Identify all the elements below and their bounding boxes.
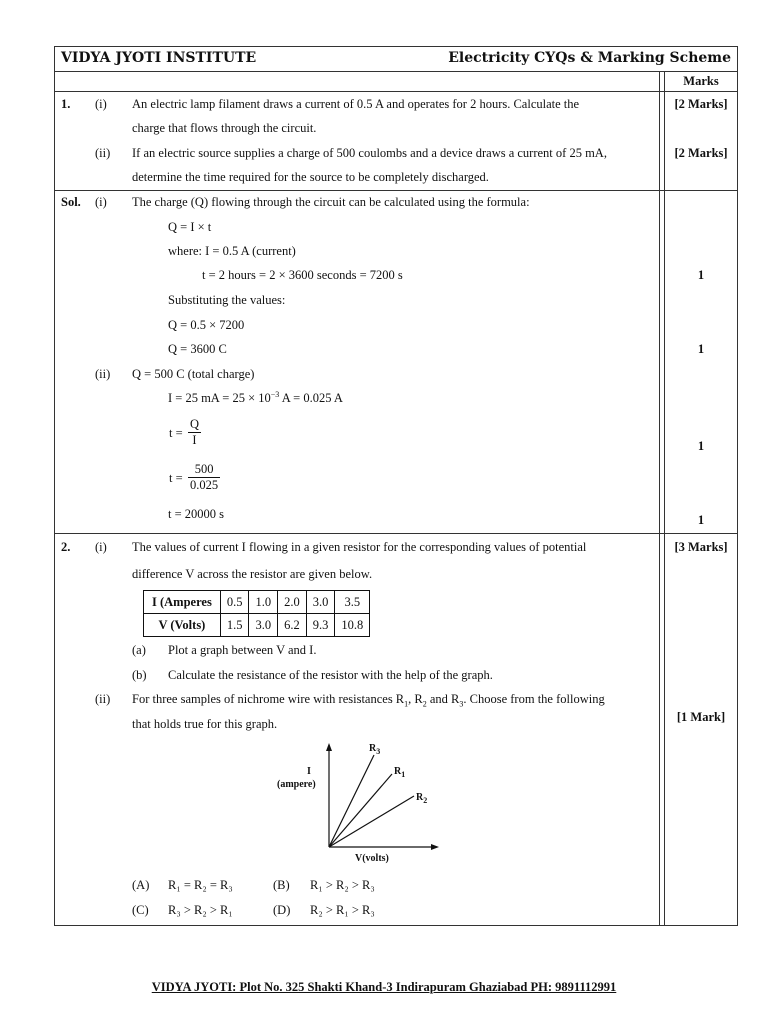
sol-line-10: t = 20000 s — [168, 507, 225, 521]
table-cell: 3.0 — [306, 591, 335, 614]
option-c-text: R₃ > R₂ > R₁ — [168, 903, 233, 917]
page-footer: VIDYA JYOTI: Plot No. 325 Shakti Khand-3 Indirapuram Ghaziabad PH: 9891112991 — [151, 980, 617, 994]
sol-line-1: The charge (Q) flowing through the circuit can be calculated using the formula: — [132, 195, 530, 209]
q1-i-text-1: An electric lamp filament draws a current of 0.5 A and operates for 2 hours. Calculate the — [132, 97, 580, 111]
sol-line-7: Q = 3600 C — [168, 342, 227, 356]
table-cell: 2.0 — [278, 591, 307, 614]
q2-b-label: (b) — [132, 668, 147, 682]
sol-line-3: where: I = 0.5 A (current) — [168, 244, 296, 258]
q2-a-label: (a) — [132, 643, 146, 657]
option-a-label: (A) — [132, 878, 150, 892]
sol-line-2: Q = I × t — [168, 220, 212, 234]
table-cell: 0.5 — [220, 591, 249, 614]
q1-i-text-2: charge that flows through the circuit. — [132, 121, 317, 135]
x-axis-arrow — [431, 844, 439, 850]
q2-i-marks: [3 Marks] — [674, 540, 728, 554]
formula-1-lhs: t = — [169, 426, 183, 440]
table-cell: 6.2 — [278, 614, 307, 637]
formula-2-lhs: t = — [169, 471, 183, 485]
institute-name: VIDYA JYOTI INSTITUTE — [61, 50, 257, 66]
q2-ii-label: (ii) — [95, 692, 111, 706]
graph-ylabel-unit: (ampere) — [277, 779, 316, 790]
table-cell: 9.3 — [306, 614, 335, 637]
q1-ii-text-1: If an electric source supplies a charge of 500 coulombs and a device draws a current of 25 mA, — [132, 146, 607, 160]
option-c-label: (C) — [132, 903, 149, 917]
table-cell: 1.0 — [249, 591, 278, 614]
table-row — [144, 591, 370, 614]
graph-label-r1: $R_1$ — [394, 766, 406, 779]
graph-xlabel: V(volts) — [355, 853, 389, 864]
q1-ii-marks: [2 Marks] — [674, 146, 728, 160]
table-cell: 3.5 — [335, 591, 370, 614]
sol-line-5: Substituting the values: — [168, 293, 286, 307]
marks-heading: Marks — [683, 74, 719, 88]
option-d-text: R₂ > R₁ > R₃ — [310, 903, 375, 917]
vi-data-table — [143, 590, 370, 637]
sol-label: Sol. — [61, 195, 81, 209]
sol-line-8: Q = 500 C (total charge) — [132, 367, 255, 381]
table-cell: 1.5 — [220, 614, 249, 637]
q1-divider — [55, 190, 737, 191]
formula-1-denominator: I — [188, 432, 201, 448]
q2-a-text: Plot a graph between V and I. — [168, 643, 317, 657]
q1-ii-text-2: determine the time required for the source to be completely discharged. — [132, 170, 489, 184]
sol-line-4: t = 2 hours = 2 × 3600 seconds = 7200 s — [202, 268, 403, 282]
table-cell: 10.8 — [335, 614, 370, 637]
sol-mark-3: 1 — [697, 439, 705, 453]
table-cell-header: I (Amperes — [144, 591, 221, 614]
marks-column-rule — [659, 71, 660, 925]
table-cell: 3.0 — [249, 614, 278, 637]
sol-divider — [55, 533, 737, 534]
table-row — [144, 614, 370, 637]
table-cell-header: V (Volts) — [144, 614, 221, 637]
formula-2-fraction — [188, 462, 220, 493]
q2-i-label: (i) — [95, 540, 107, 554]
marks-row-divider — [55, 91, 737, 92]
q2-i-text-2: difference V across the resistor are given below. — [132, 567, 373, 581]
graph-ylabel-i: I — [307, 766, 311, 777]
header-divider — [55, 71, 737, 72]
sol-line-9: I = 25 mA = $25 \times 10^{-3}$ A = 0.025 A — [168, 389, 343, 405]
q1-i-marks: [2 Marks] — [674, 97, 728, 111]
q2-number: 2. — [61, 540, 71, 554]
formula-1-fraction — [188, 417, 201, 448]
q2-b-text: Calculate the resistance of the resistor with the help of the graph. — [168, 668, 493, 682]
q1-i-label: (i) — [95, 97, 107, 111]
q2-ii-marks: [1 Mark] — [676, 710, 726, 724]
q1-number: 1. — [61, 97, 71, 111]
sol-line-6: Q = 0.5 × 7200 — [168, 318, 245, 332]
option-b-text: R₁ > R₂ > R₃ — [310, 878, 375, 892]
marking-scheme-table — [54, 46, 738, 926]
formula-2-denominator: 0.025 — [190, 478, 219, 492]
sol-mark-4: 1 — [697, 513, 705, 527]
sol-mark-1: 1 — [697, 268, 705, 282]
marks-column-rule-inner — [664, 71, 665, 925]
formula-1-numerator: Q — [190, 417, 200, 431]
sol-i-label: (i) — [95, 195, 107, 209]
graph-label-r2: $R_2$ — [416, 792, 428, 805]
q2-i-text-1: The values of current I flowing in a given resistor for the corresponding values of potential — [132, 540, 587, 554]
q1-ii-label: (ii) — [95, 146, 111, 160]
option-a-text: R₁ = R₂ = R₃ — [168, 878, 233, 892]
graph-label-r3: $R_3$ — [369, 743, 381, 756]
sol-ii-label: (ii) — [95, 367, 111, 381]
line-r1 — [329, 774, 392, 847]
option-d-label: (D) — [273, 903, 291, 917]
q2-ii-text-2: that holds true for this graph. — [132, 717, 278, 731]
formula-2-numerator: 500 — [194, 462, 214, 476]
sol-mark-2: 1 — [697, 342, 705, 356]
y-axis-arrow — [326, 743, 332, 751]
option-b-label: (B) — [273, 878, 290, 892]
doc-title: Electricity CYQs & Marking Scheme — [448, 50, 731, 66]
q2-ii-text-1: For three samples of nichrome wire with resistances $R_1$, $R_2$ and $R_3$. Choose from the following — [132, 692, 605, 709]
